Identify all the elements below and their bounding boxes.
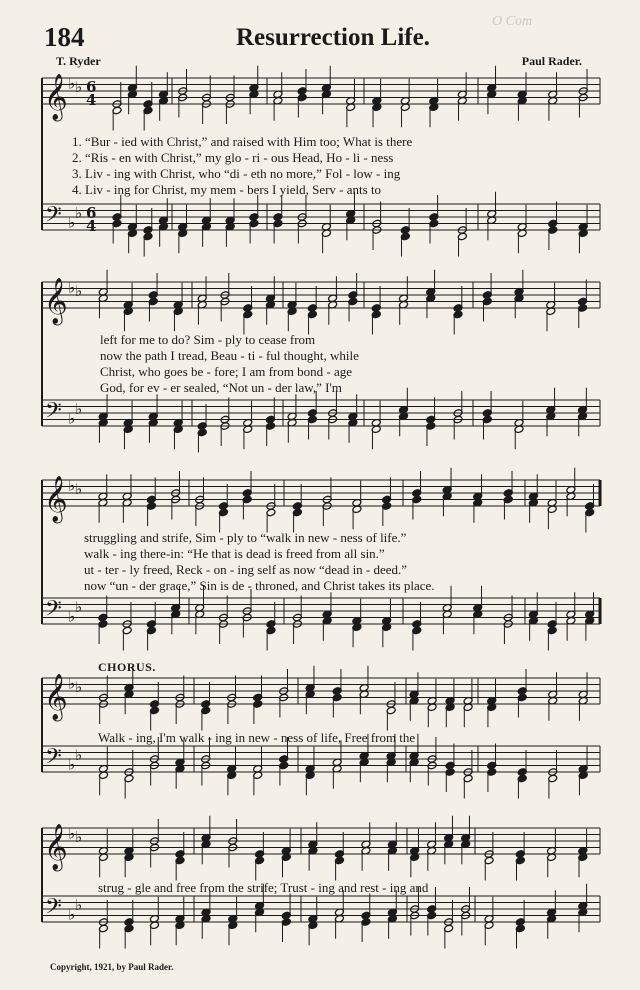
time-signature-bottom: 4	[86, 91, 97, 109]
lyric-verse-1-line-3: struggling and strife, Sim - ply to “walk in new - ness of life.”	[84, 530, 407, 545]
flat-icon: ♭	[68, 409, 76, 428]
lyric-verse-3-line-1: 3. Liv - ing with Christ, who “di - eth no more,” Fol - low - ing	[72, 166, 401, 181]
lyric-verse-2-line-1: 2. “Ris - en with Christ,” my glo - ri - ous Head, Ho - li - ness	[72, 150, 394, 165]
bleed-through-text: O Com	[492, 14, 533, 29]
flat-icon: ♭	[68, 824, 76, 843]
treble-clef-icon: 𝄞	[44, 824, 68, 870]
bass-clef-icon: 𝄢	[45, 398, 62, 429]
lyric-verse-3-line-3: ut - ter - ly freed, Reck - on - ing self as now “dead in - deed.”	[84, 562, 408, 577]
lyric-verse-1-line-1: 1. “Bur - ied with Christ,” and raised with Him too; What is there	[72, 134, 413, 149]
lyric-chorus-line-2: strug - gle and free from the strife; Trust - ing and rest - ing and	[98, 880, 429, 895]
treble-clef-icon: 𝄞	[44, 674, 68, 720]
flat-icon: ♭	[75, 77, 83, 96]
hymn-title: Resurrection Life.	[236, 24, 430, 51]
bass-clef-icon: 𝄢	[45, 596, 62, 627]
flat-icon: ♭	[68, 74, 76, 93]
flat-icon: ♭	[75, 745, 83, 764]
flat-icon: ♭	[75, 827, 83, 846]
hymn-number: 184	[44, 22, 85, 52]
treble-clef-icon: 𝄞	[44, 278, 68, 324]
flat-icon: ♭	[68, 674, 76, 693]
flat-icon: ♭	[75, 479, 83, 498]
flat-icon: ♭	[75, 281, 83, 300]
lyric-verse-4-line-1: 4. Liv - ing for Christ, my mem - bers I yield, Serv - ants to	[72, 182, 382, 197]
flat-icon: ♭	[75, 203, 83, 222]
time-signature-top: 6	[86, 204, 97, 222]
flat-icon: ♭	[68, 755, 76, 774]
flat-icon: ♭	[75, 399, 83, 418]
flat-icon: ♭	[68, 476, 76, 495]
flat-icon: ♭	[68, 905, 76, 924]
chorus-label: CHORUS.	[98, 660, 156, 674]
lyric-verse-3-line-2: Christ, who goes be - fore; I am from bond - age	[100, 364, 352, 379]
flat-icon: ♭	[68, 607, 76, 626]
lyric-verse-1-line-2: left for me to do? Sim - ply to cease from	[100, 332, 316, 347]
author-credit: T. Ryder	[56, 54, 101, 68]
bass-clef-icon: 𝄢	[45, 894, 62, 925]
treble-clef-icon: 𝄞	[44, 476, 68, 522]
bass-clef-icon: 𝄢	[45, 744, 62, 775]
lyric-chorus-line-1: Walk - ing, I'm walk - ing in new - ness of life, Free from the	[98, 730, 416, 745]
flat-icon: ♭	[75, 895, 83, 914]
time-signature-bottom: 4	[86, 217, 97, 235]
time-signature-top: 6	[86, 78, 97, 96]
lyric-verse-2-line-3: walk - ing there-in: “He that is dead is freed from all sin.”	[84, 546, 385, 561]
flat-icon: ♭	[75, 597, 83, 616]
flat-icon: ♭	[68, 213, 76, 232]
treble-clef-icon: 𝄞	[44, 74, 68, 120]
composer-credit: Paul Rader.	[521, 54, 582, 68]
lyric-verse-2-line-2: now the path I tread, Beau - ti - ful thought, while	[100, 348, 359, 363]
lyric-verse-4-line-2: God, for ev - er sealed, “Not un - der law,” I'm	[100, 380, 342, 395]
flat-icon: ♭	[68, 278, 76, 297]
flat-icon: ♭	[75, 677, 83, 696]
copyright-notice: Copyright, 1921, by Paul Rader.	[50, 962, 174, 972]
lyric-verse-4-line-3: now “un - der grace,” Sin is de - throned, and Christ takes its place.	[84, 578, 435, 593]
bass-clef-icon: 𝄢	[45, 202, 62, 233]
